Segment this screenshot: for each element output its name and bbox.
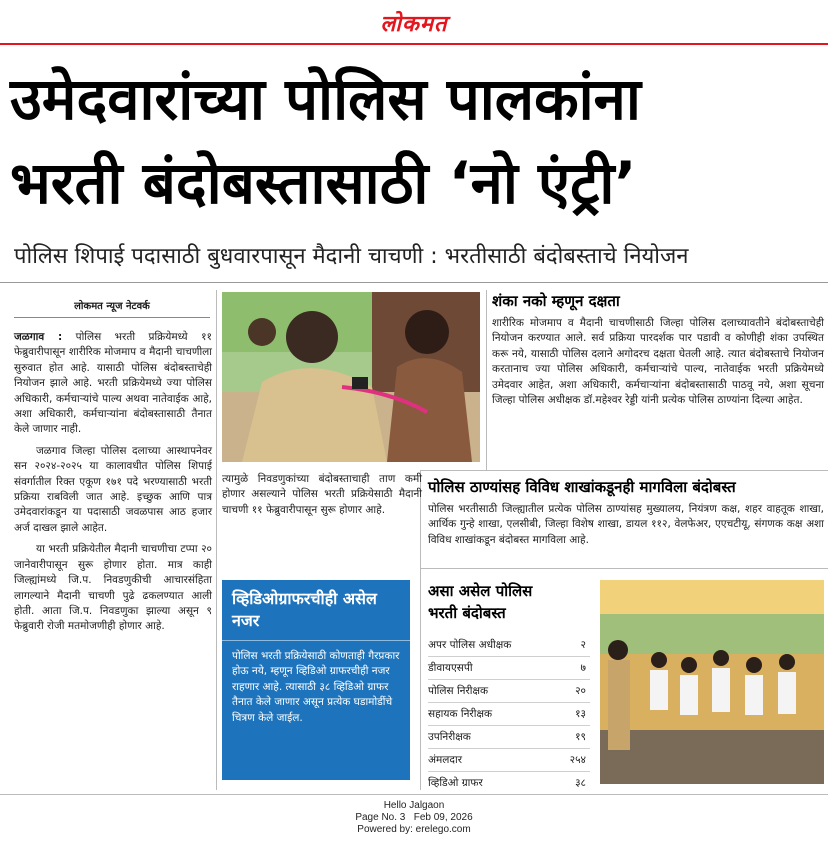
- table-row: [428, 680, 590, 703]
- row-label: अंमलदार: [428, 749, 552, 772]
- row-value: ७: [552, 657, 590, 680]
- masthead-rule: [0, 43, 828, 45]
- subheadline-rule: [0, 282, 828, 283]
- row-label: सहायक निरीक्षक: [428, 703, 552, 726]
- section-body: पोलिस भरतीसाठी जिल्ह्यातील प्रत्येक पोलिस ठाण्यांसह मुख्यालय, नियंत्रण कक्ष, शहर वाहतूक शाखा, आर्थिक गुन्हे शाखा, एलसीबी, जिल्हा विशेष शाखा, डायल ११२, वेलफेअर, एएचटीयू, संगणक कक्ष अशा विविध शाखांकडून बंदोबस्त मागविला आहे.: [428, 503, 824, 546]
- table-row: [428, 657, 590, 680]
- dateline: जळगाव :: [14, 331, 63, 343]
- bandobast-heading-line: भरती बंदोबस्त: [428, 604, 506, 622]
- row-value: १३: [552, 703, 590, 726]
- row-label: डीवायएसपी: [428, 657, 552, 680]
- table-row: [428, 726, 590, 749]
- section-police-thane: [428, 476, 824, 548]
- section-heading: शंका नको म्हणून दक्षता: [492, 292, 620, 310]
- row-label: अपर पोलिस अधीक्षक: [428, 634, 552, 657]
- photo-chest-measurement: [222, 292, 480, 462]
- footer-date: Feb 09, 2026: [413, 812, 473, 823]
- paragraph: जळगाव जिल्हा पोलिस दलाच्या आस्थापनेवर सन २०२४-२०२५ या कालावधीत पोलिस शिपाई संवर्गातील रिक्त एकूण १७१ पदे भरण्यासाठी भरती प्रक्रिया राबविली जात आहे. इच्छुक आणि पात्र उमेदवारांकडून या पदासाठी जवळपास आठ हजार अर्ज दाखल झाले आहेत.: [14, 444, 212, 534]
- row-value: १९: [552, 726, 590, 749]
- bandobast-heading: [428, 580, 588, 624]
- table-row: [428, 634, 590, 657]
- row-value: ३८: [552, 772, 590, 795]
- footer-edition: Hello Jalgaon: [383, 800, 445, 811]
- masthead: [0, 0, 828, 44]
- section-body: शारीरिक मोजमाप व मैदानी चाचणीसाठी जिल्हा पोलिस दलाच्यावतीने बंदोबस्ताचेही नियोजन करण्यात आले. सर्व प्रक्रिया पारदर्शक पार पडावी व कोणीही शंका उपस्थित करू नये, यासाठी पोलिस दलाने अगोदरच दक्षता घेतली आहे. त्यात बंदोबस्ताचे नियोजन करतानाच ज्या पोलिस अधिकारी, कर्मचाऱ्यांचे पाल्य, नातेवाईक भरती प्रक्रियेमध्ये उमेदवार आहेत, अशा अधिकारी, कर्मचाऱ्यांना बंदोबस्तासाठी पाठवू नये, अशा सूचना जिल्हा पोलिस अधीक्षक डॉ.महेश्वर रेड्डी यांनी प्रत्येक पोलिस ठाण्यांना दिल्या आहेत.: [492, 317, 824, 407]
- footer-page: Page No. 3: [355, 812, 406, 823]
- lokmat-logo: लोकमत: [380, 11, 448, 37]
- box-heading: व्हिडिओग्राफरचीही असेल नजर: [222, 580, 410, 641]
- row-label: पोलिस निरीक्षक: [428, 680, 552, 703]
- subheadline: पोलिस शिपाई पदासाठी बुधवारपासून मैदानी चाचणी : भरतीसाठी बंदोबस्ताचे नियोजन: [14, 244, 689, 269]
- column-divider: [486, 290, 487, 470]
- bandobast-table: [428, 634, 590, 795]
- paragraph: [14, 330, 212, 438]
- table-row: [428, 749, 590, 772]
- footer-rule: [0, 794, 828, 795]
- section-divider: [420, 568, 828, 569]
- left-column-article: [14, 330, 212, 641]
- photo-candidates-queue: [600, 580, 824, 784]
- section-divider: [420, 470, 828, 471]
- column-divider: [216, 290, 217, 790]
- headline-line-1: उमेदवारांच्या पोलिस पालकांना: [10, 65, 641, 133]
- row-value: २०: [552, 680, 590, 703]
- footer-powered: Powered by: erelego.com: [357, 824, 471, 835]
- section-shanka: [492, 290, 824, 408]
- paragraph-text: पोलिस भरती प्रक्रियेमध्ये ११ फेब्रुवारीपासून शारीरिक मोजमाप व मैदानी चाचणीला सुरुवात होत आहे. यासाठी पोलिस बंदोबस्ताचेही नियोजन झाले आहे. भरती प्रक्रियेमध्ये ज्या पोलिस अधिकारी, कर्मचाऱ्यांचे पाल्य अथवा नातेवाईक आहे, अशा अधिकारी, कर्मचाऱ्यांना बंदोबस्तासाठी तैनात केले जाणार नाही.: [14, 331, 212, 436]
- photo-caption: त्यामुळे निवडणुकांच्या बंदोबस्ताचाही ताण कमी होणार असल्याने पोलिस भरती प्रक्रियेसाठी मैदानी चाचणी ११ फेब्रुवारीपासून सुरू होणार आहे.: [222, 473, 422, 516]
- paragraph: या भरती प्रक्रियेतील मैदानी चाचणीचा टप्पा २० जानेवारीपासून सुरू होणार होता. मात्र काही जिल्ह्यांमध्ये जि.प. निवडणुकीची आचारसंहिता लागल्याने मैदानी चाचणी पुढे ढकलण्यात आली होती. आता जि.प. निवडणुका झाल्या असून ९ फेब्रुवारी रोजी मतमोजणीही होणार आहे.: [14, 543, 212, 633]
- headline-line-2: भरती बंदोबस्तासाठी ‘नो एंट्री’: [10, 149, 637, 217]
- row-label: उपनिरीक्षक: [428, 726, 552, 749]
- row-label: व्हिडिओ ग्राफर: [428, 772, 552, 795]
- table-row: [428, 703, 590, 726]
- byline: लोकमत न्यूज नेटवर्क: [14, 298, 210, 318]
- row-value: २: [552, 634, 590, 657]
- box-body: पोलिस भरती प्रक्रियेसाठी कोणताही गैरप्रकार होऊ नये, म्हणून व्हिडिओ ग्राफरचीही नजर राहणार आहे. त्यासाठी ३८ व्हिडिओ ग्राफर तैनात केले जाणार असून प्रत्येक घडामोडींचे चित्रण केले जाईल.: [232, 650, 400, 724]
- table-row: [428, 772, 590, 795]
- footer: [0, 800, 828, 836]
- bandobast-heading-line: असा असेल पोलिस: [428, 582, 533, 600]
- row-value: २५४: [552, 749, 590, 772]
- section-heading: पोलिस ठाण्यांसह विविध शाखांकडूनही मागविला बंदोबस्त: [428, 478, 736, 496]
- videographer-box: [222, 580, 410, 780]
- footer-page-date: [0, 812, 828, 824]
